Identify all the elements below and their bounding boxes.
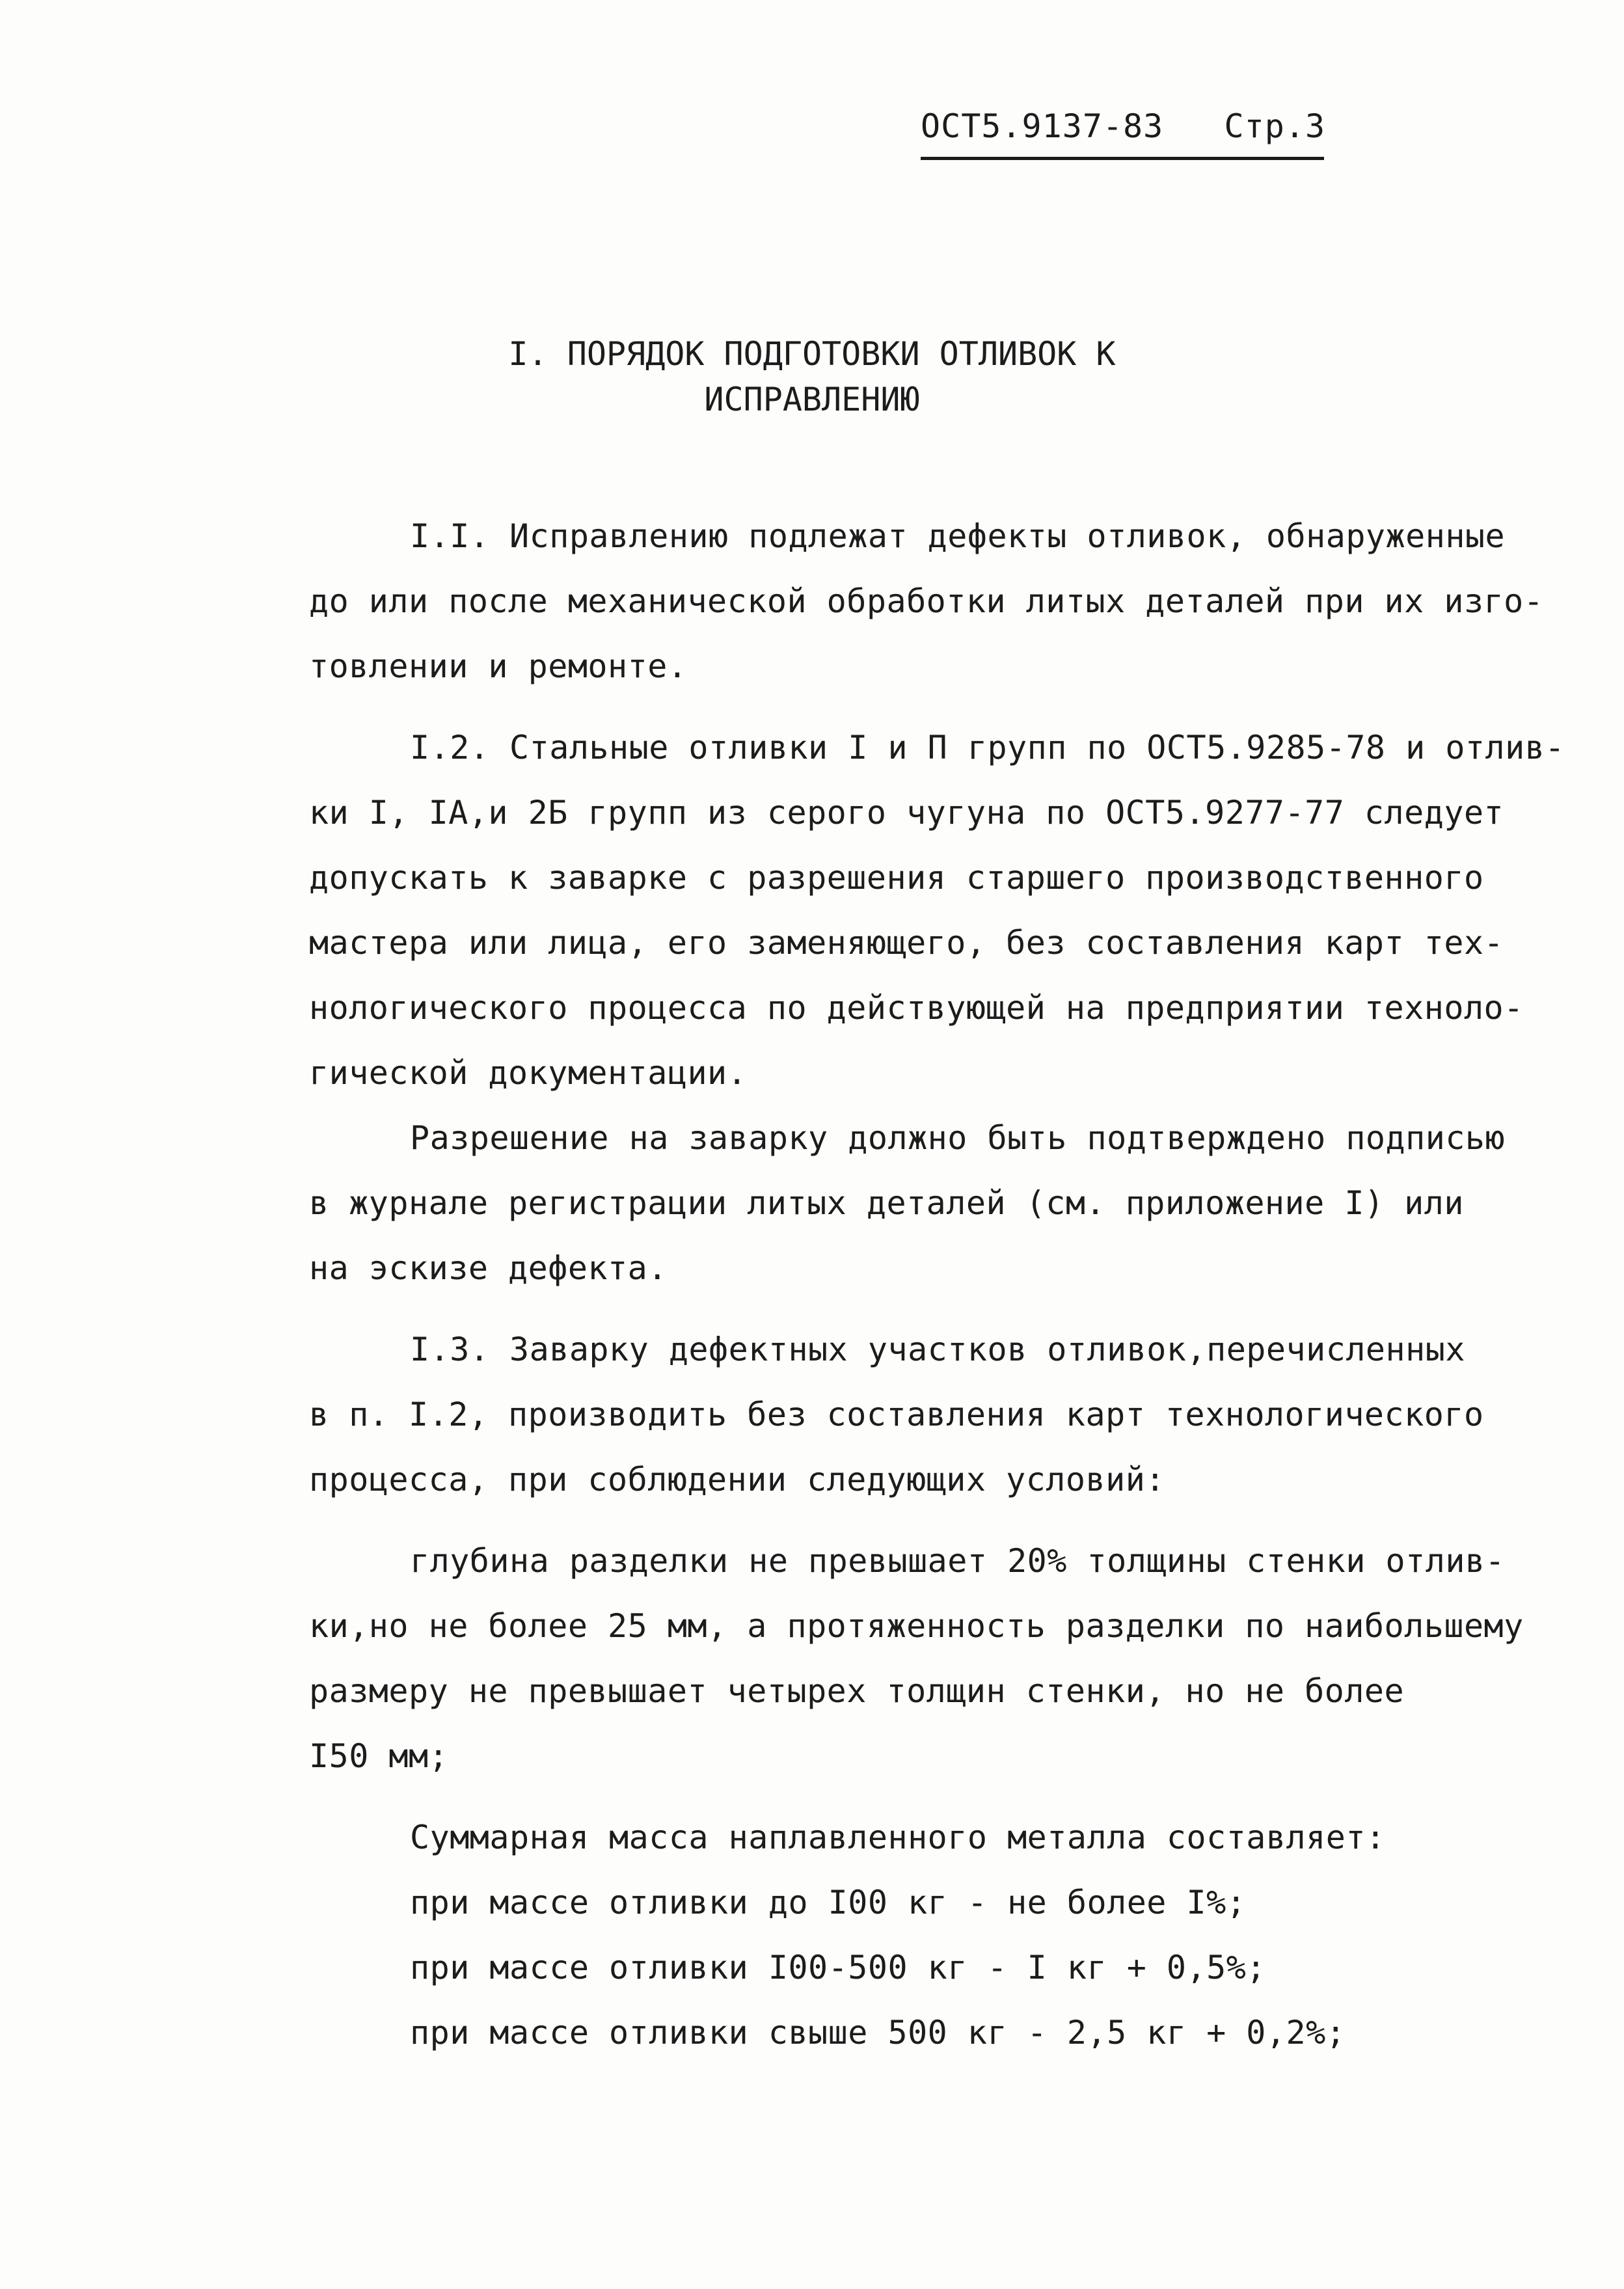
text-line: на эскизе дефекта.: [309, 1249, 668, 1287]
text-line: Разрешение на заварку должно быть подтверждено подписью: [410, 1119, 1506, 1157]
page-number: Стр.3: [1224, 107, 1326, 145]
section-title-line-1: I. ПОРЯДОК ПОДГОТОВКИ ОТЛИВОК К: [508, 335, 1116, 373]
text-line: гической документации.: [309, 1054, 748, 1092]
text-line: размеру не превышает четырех толщин стенки, но не более: [309, 1672, 1405, 1710]
header-underline: [921, 157, 1324, 160]
section-title-line-2: ИСПРАВЛЕНИЮ: [704, 381, 920, 418]
text-line: при массе отливки до I00 кг - не более I%;: [410, 1884, 1247, 1921]
text-line: ки,но не более 25 мм, а протяженность разделки по наибольшему: [309, 1607, 1524, 1645]
text-line: Суммарная масса наплавленного металла составляет:: [410, 1819, 1386, 1856]
document-code: ОСТ5.9137-83: [921, 107, 1164, 145]
text-line: в п. I.2, производить без составления карт технологического: [309, 1396, 1484, 1433]
text-line: нологического процесса по действующей на предприятии техноло-: [309, 989, 1524, 1027]
text-line: I.3. Заварку дефектных участков отливок,перечисленных: [410, 1331, 1465, 1368]
text-line: I.2. Стальные отливки I и П групп по ОСТ5.9285-78 и отлив-: [410, 729, 1565, 766]
text-line: в журнале регистрации литых деталей (см. приложение I) или: [309, 1184, 1464, 1222]
text-line: процесса, при соблюдении следующих условий:: [309, 1461, 1165, 1498]
page-header: [921, 107, 1325, 145]
text-line: I.I. Исправлению подлежат дефекты отливок, обнаруженные: [410, 517, 1506, 555]
text-line: глубина разделки не превышает 20% толщины стенки отлив-: [410, 1542, 1506, 1580]
text-line: до или после механической обработки литых деталей при их изго-: [309, 582, 1544, 620]
text-line: I50 мм;: [309, 1737, 449, 1775]
text-line: допускать к заварке с разрешения старшего производственного: [309, 859, 1484, 897]
text-line: товлении и ремонте.: [309, 647, 688, 685]
text-line: при массе отливки I00-500 кг - I кг + 0,5%;: [410, 1949, 1266, 1986]
text-line: ки I, IА,и 2Б групп из серого чугуна по ОСТ5.9277-77 следует: [309, 794, 1504, 832]
text-line: мастера или лица, его заменяющего, без составления карт тех-: [309, 924, 1504, 962]
text-line: при массе отливки свыше 500 кг - 2,5 кг + 0,2%;: [410, 2014, 1346, 2052]
